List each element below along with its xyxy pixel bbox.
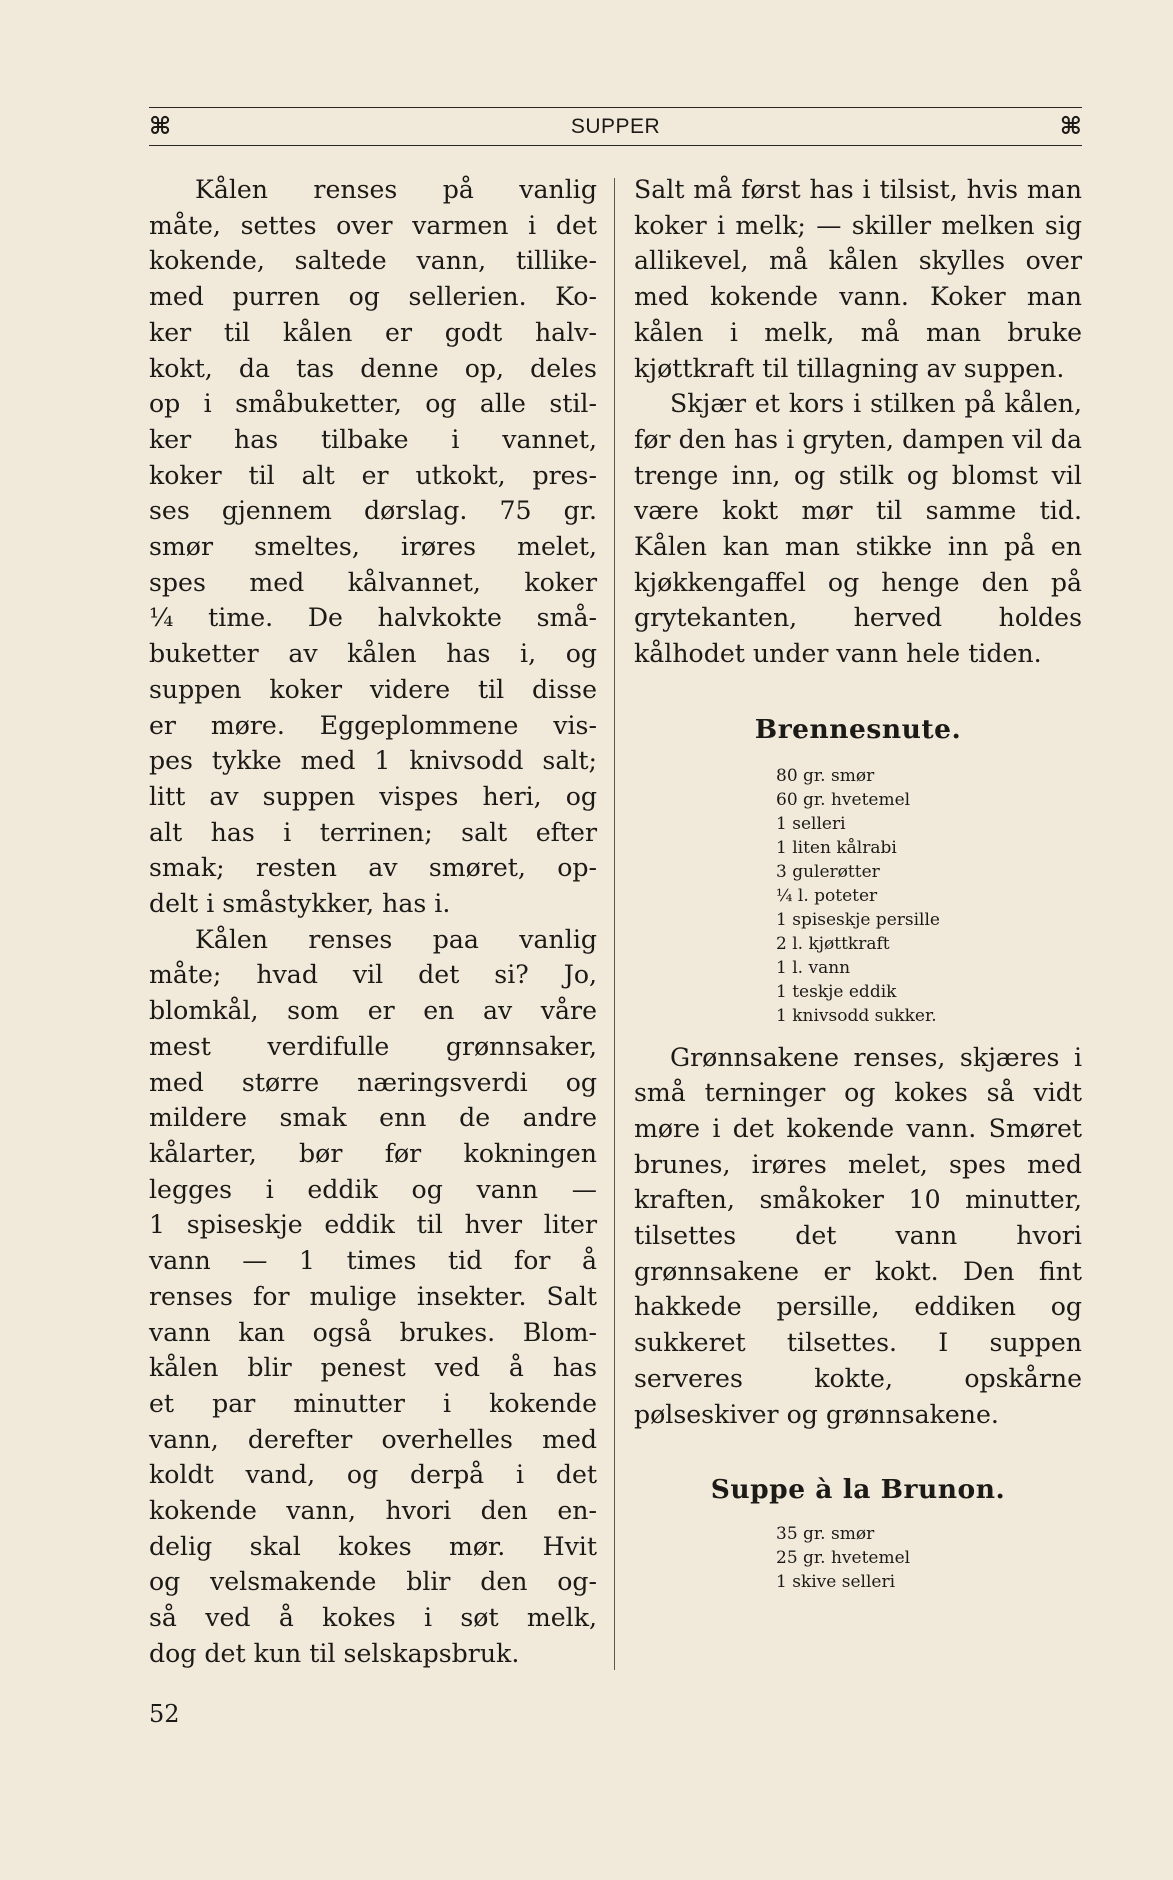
ingredient-item: 2 l. kjøttkraft xyxy=(776,933,890,954)
left-text-line: vann, derefter overhelles med xyxy=(149,1424,597,1454)
header-rule-top xyxy=(149,107,1082,108)
ingredient-item: 80 gr. smør xyxy=(776,765,875,786)
left-text-line: vann — 1 times tid for å xyxy=(149,1246,597,1276)
ingredient-item: 3 gulerøtter xyxy=(776,861,880,882)
left-text-line: pes tykke med 1 knivsodd salt; xyxy=(149,746,597,776)
ingredient-item: 1 spiseskje persille xyxy=(776,909,940,930)
left-text-line: kokende, saltede vann, tillike- xyxy=(149,246,597,276)
left-text-line: kålarter, bør før kokningen xyxy=(149,1138,597,1168)
left-text-line: litt av suppen vispes heri, og xyxy=(149,781,597,811)
left-text-line: Kålen renses paa vanlig xyxy=(195,924,597,954)
ingredient-item: 1 l. vann xyxy=(776,957,851,978)
left-text-line: koldt vand, og derpå i det xyxy=(149,1460,597,1490)
left-text-line: op i småbuketter, og alle stil- xyxy=(149,389,597,419)
ingredient-item: 1 liten kålrabi xyxy=(776,837,897,858)
ingredient-item: 1 knivsodd sukker. xyxy=(776,1005,937,1026)
ingredient-item: 1 skive selleri xyxy=(776,1571,896,1592)
left-text-line: kokende vann, hvori den en- xyxy=(149,1496,597,1526)
intro-paragraph-1: Salt må først has i tilsist, hvis man koker i melk; — skiller melken sig allikevel, må kålen skylles over med kokende vann. Koker man kålen i melk, må man bruke kjøttkraft til tillagning av suppen. xyxy=(634,175,1082,383)
ornament-left-icon: ⌘ xyxy=(149,111,172,140)
ingredient-item: 60 gr. hvetemel xyxy=(776,789,911,810)
left-text-line: dog det kun til selskapsbruk. xyxy=(149,1638,520,1668)
left-text-line: delig skal kokes mør. Hvit xyxy=(149,1531,597,1561)
left-text-line: vann kan også brukes. Blom- xyxy=(149,1317,597,1347)
left-text-line: buketter av kålen has i, og xyxy=(149,639,597,669)
ingredient-item: ¼ l. poteter xyxy=(776,885,878,906)
recipe-title-brennesnute: Brennesnute. xyxy=(754,713,962,745)
left-text-line: ses gjennem dørslag. 75 gr. xyxy=(149,496,597,526)
left-text-line: et par minutter i kokende xyxy=(149,1388,597,1418)
ingredient-item: 1 teskje eddik xyxy=(776,981,897,1002)
ingredient-item: 25 gr. hvetemel xyxy=(776,1547,911,1568)
left-text-line: alt has i terrinen; salt efter xyxy=(149,817,597,847)
ingredient-list-brunon xyxy=(634,1522,1082,1594)
left-text-line: så ved å kokes i søt melk, xyxy=(149,1603,597,1633)
left-text-line: ker til kålen er godt halv- xyxy=(149,317,597,347)
intro-paragraph-2: Skjær et kors i stilken på kålen, før den has i gryten, dampen vil da trenge inn, og stilk og blomst vil være kokt mør til samme tid. Kålen kan man stikke inn på en kjøkkengaffel og henge den på grytekanten, herved holdes kålhodet under vann hele tiden. xyxy=(634,389,1082,669)
left-column xyxy=(149,172,597,1672)
left-text-line: renses for mulige insekter. Salt xyxy=(149,1281,597,1311)
left-text-line: mildere smak enn de andre xyxy=(149,1103,597,1133)
left-text-line: ¼ time. De halvkokte små- xyxy=(149,603,597,633)
left-text-line: og velsmakende blir den og- xyxy=(149,1567,597,1597)
left-text-line: kålen blir penest ved å has xyxy=(149,1353,597,1383)
ingredient-list-brennesnute xyxy=(634,764,1082,1028)
running-head xyxy=(149,107,1082,147)
left-text-line: ker has tilbake i vannet, xyxy=(149,424,597,454)
left-text-line: kokt, da tas denne op, deles xyxy=(149,353,597,383)
left-text-line: blomkål, som er en av våre xyxy=(149,996,597,1026)
page-number: 52 xyxy=(149,1700,180,1728)
left-text-line: smør smeltes, irøres melet, xyxy=(149,532,597,562)
right-column xyxy=(634,172,1082,1594)
left-text-line: koker til alt er utkokt, pres- xyxy=(149,460,597,490)
ingredient-item: 1 selleri xyxy=(776,813,846,834)
left-text-line: spes med kålvannet, koker xyxy=(149,567,597,597)
recipe-title-brunon: Suppe à la Brunon. xyxy=(710,1474,1006,1506)
left-text-line: Kålen renses på vanlig xyxy=(195,175,597,204)
left-text-line: med purren og sellerien. Ko- xyxy=(149,282,597,312)
left-text-line: 1 spiseskje eddik til hver liter xyxy=(149,1210,597,1240)
column-divider xyxy=(614,178,615,1670)
left-text-line: med større næringsverdi og xyxy=(149,1067,597,1097)
left-text-line: måte; hvad vil det si? Jo, xyxy=(149,960,597,990)
ingredient-item: 35 gr. smør xyxy=(776,1523,875,1544)
running-head-title: SUPPER xyxy=(570,115,661,138)
left-text-line: mest verdifulle grønnsaker, xyxy=(149,1031,597,1061)
ornament-right-icon: ⌘ xyxy=(1059,111,1082,140)
left-text-line: suppen koker videre til disse xyxy=(149,674,597,704)
left-text-line: delt i småstykker, has i. xyxy=(149,889,451,919)
left-text-line: måte, settes over varmen i det xyxy=(149,210,597,240)
header-rule-bottom xyxy=(149,145,1082,146)
left-text-line: er møre. Eggeplommene vis- xyxy=(149,710,597,740)
left-text-line: smak; resten av smøret, op- xyxy=(149,853,597,883)
recipe-method-brennesnute: Grønnsakene renses, skjæres i små terninger og kokes så vidt møre i det kokende vann. Smøret brunes, irøres melet, spes med kraften, småkoker 10 minutter, tilsettes det vann hvori grønnsakene er kokt. Den fint hakkede persille, eddiken og sukkeret tilsettes. I suppen serveres kokte, opskårne pølseskiver og grønnsakene. xyxy=(634,1042,1082,1429)
left-text-line: legges i eddik og vann — xyxy=(149,1174,597,1204)
